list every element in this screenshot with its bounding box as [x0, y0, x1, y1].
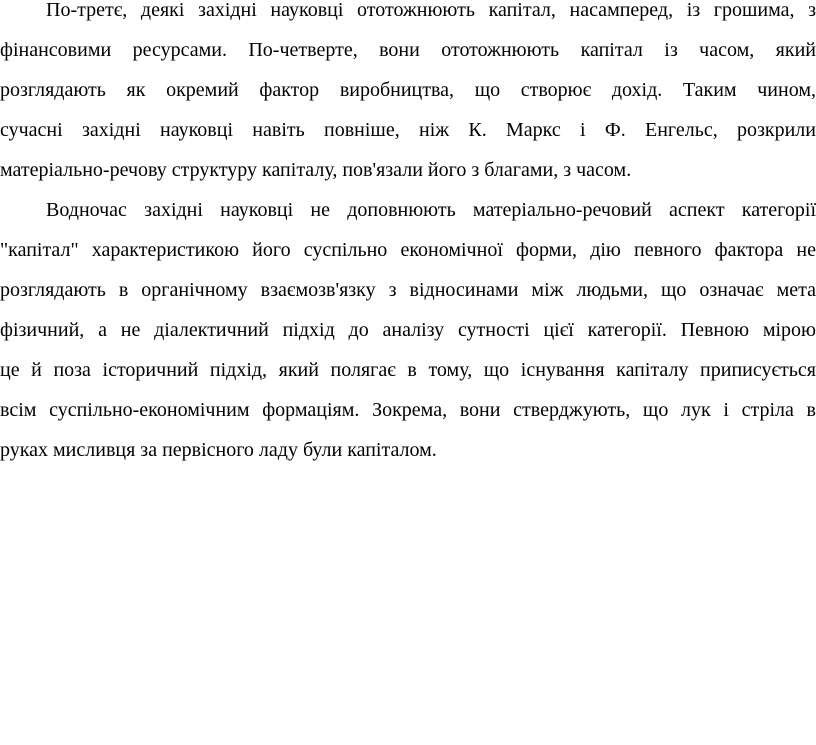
text-line: фінансовими ресурсами. По-четверте, вони ототожнюють капітал із часом, який [0, 39, 816, 61]
text-line: "капітал" характеристикою його суспільно економічної форми, дію певного фактора не [0, 239, 816, 261]
text-line: матеріально-речову структуру капіталу, пов'язали його з благами, з часом. [0, 159, 632, 181]
text-line: це й поза історичний підхід, який полягає в тому, що існування капіталу приписується [0, 359, 816, 381]
text-line: розглядають в органічному взаємозв'язку з відносинами між людьми, що означає мета [0, 279, 816, 301]
text-line: Водночас західні науковці не доповнюють матеріально-речовий аспект категорії [46, 199, 816, 221]
text-line: всім суспільно-економічним формаціям. Зокрема, вони стверджують, що лук і стріла в [0, 399, 816, 421]
text-line: По-третє, деякі західні науковці ототожнюють капітал, насамперед, із грошима, з [46, 0, 816, 21]
text-line: руках мисливця за первісного ладу були капіталом. [0, 439, 437, 461]
text-line: фізичний, а не діалектичний підхід до аналізу сутності цієї категорії. Певною мірою [0, 319, 816, 341]
text-line: розглядають як окремий фактор виробництва, що створює дохід. Таким чином, [0, 79, 816, 101]
text-line: сучасні західні науковці навіть повніше, ніж К. Маркс і Ф. Енгельс, розкрили [0, 119, 816, 141]
